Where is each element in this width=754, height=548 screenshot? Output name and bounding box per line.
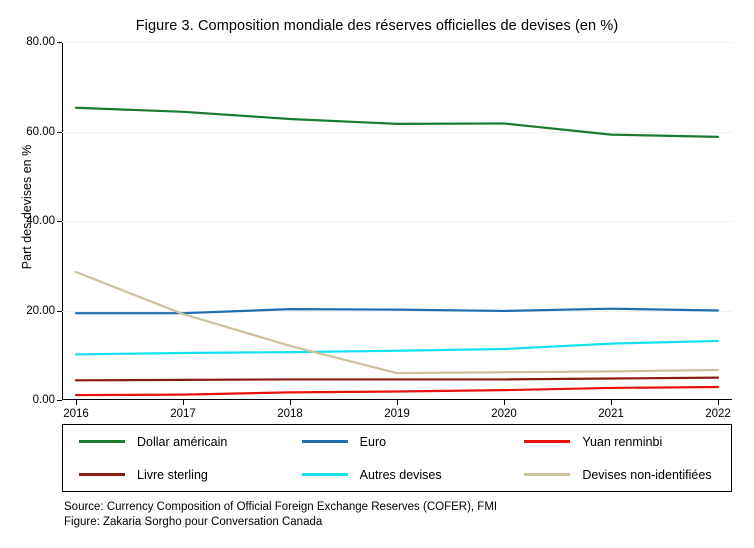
x-tick-label: 2018 [277, 408, 303, 420]
x-tick-label: 2017 [170, 408, 196, 420]
series-lines [62, 42, 732, 400]
x-tick-mark [611, 400, 612, 405]
series-line [76, 272, 718, 373]
legend-label: Livre sterling [137, 467, 208, 482]
chart-title: Figure 3. Composition mondiale des réserves officielles de devises (en %) [135, 18, 619, 34]
legend-label: Dollar américain [137, 434, 228, 449]
legend-item [286, 435, 509, 449]
legend-swatch [79, 473, 125, 476]
legend-swatch [79, 440, 125, 443]
series-line [76, 378, 718, 381]
x-tick-label: 2016 [63, 408, 89, 420]
x-tick-mark [718, 400, 719, 405]
x-tick-label: 2021 [598, 408, 624, 420]
x-tick-mark [290, 400, 291, 405]
source-line-1: Source: Currency Composition of Official Foreign Exchange Reserves (COFER), FMI [64, 501, 498, 513]
legend-swatch [302, 473, 348, 476]
x-tick-mark [397, 400, 398, 405]
source-note [64, 500, 497, 530]
x-tick-mark [183, 400, 184, 405]
series-line [76, 341, 718, 354]
y-axis-label: Part des devises en % [20, 144, 34, 270]
legend-label: Yuan renminbi [582, 434, 663, 449]
y-tick-label: 0.00 [32, 394, 55, 406]
x-tick-mark [76, 400, 77, 405]
x-tick-label: 2020 [491, 408, 517, 420]
y-tick-mark [57, 400, 62, 401]
legend-item [508, 435, 731, 449]
y-tick-label: 20.00 [26, 304, 55, 317]
legend-item [63, 435, 286, 449]
legend-item [508, 468, 731, 482]
legend-label: Devises non-identifiées [582, 467, 712, 482]
legend-item [63, 468, 286, 482]
series-line [76, 387, 718, 395]
legend-item [286, 468, 509, 482]
source-line-2: Figure: Zakaria Sorgho pour Conversation Canada [64, 516, 323, 528]
legend-label: Euro [359, 434, 387, 449]
legend-swatch [524, 473, 570, 476]
legend-label: Autres devises [359, 467, 442, 482]
y-tick-label: 80.00 [26, 36, 55, 48]
legend-swatch [524, 440, 570, 443]
series-line [76, 108, 718, 137]
x-tick-mark [504, 400, 505, 405]
y-tick-label: 60.00 [26, 125, 55, 138]
x-tick-label: 2019 [384, 408, 410, 420]
x-tick-label: 2022 [705, 408, 731, 420]
y-tick-label: 40.00 [26, 215, 55, 227]
legend-swatch [302, 440, 348, 443]
chart-legend [62, 424, 732, 492]
